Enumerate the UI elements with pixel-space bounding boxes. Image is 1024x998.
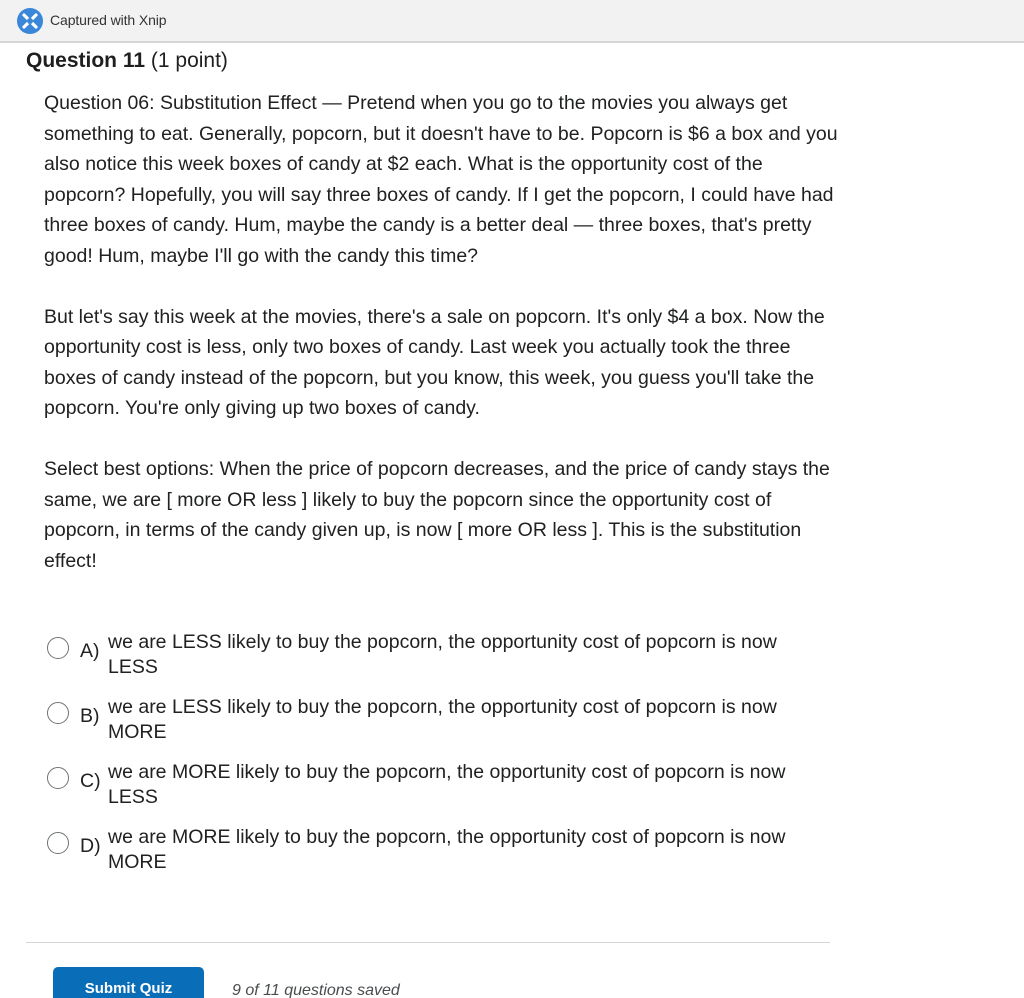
question-number: Question 11 <box>26 49 146 72</box>
option-b[interactable] <box>46 695 826 760</box>
question-points: (1 point) <box>150 49 228 72</box>
answer-options <box>46 630 826 890</box>
xnip-logo-icon <box>17 8 43 34</box>
option-letter: B) <box>80 705 100 727</box>
question-paragraph: Select best options: When the price of popcorn decreases, and the price of candy stays the same, we are [ more OR less ] likely to buy the popcorn since the opportunity cost of popcorn, in terms of the candy given up, is now [ more OR less ]. This is the substitution effect! <box>44 458 830 572</box>
option-text: we are LESS likely to buy the popcorn, the opportunity cost of popcorn is now MORE <box>108 696 777 743</box>
question-text <box>44 88 844 576</box>
radio-button-a[interactable] <box>47 637 69 659</box>
radio-button-c[interactable] <box>47 767 69 789</box>
footer-divider <box>26 942 830 943</box>
option-text: we are MORE likely to buy the popcorn, the opportunity cost of popcorn is now LESS <box>108 761 786 808</box>
capture-label: Captured with Xnip <box>50 12 167 28</box>
saved-status: 9 of 11 questions saved <box>232 982 400 998</box>
submit-quiz-button[interactable]: Submit Quiz <box>53 967 204 998</box>
question-paragraph: But let's say this week at the movies, there's a sale on popcorn. It's only $4 a box. Now the opportunity cost is less, only two boxes of candy. Last week you actually took the three boxes of candy instead of the popcorn, but you know, this week, you guess you'll take the popcorn. You're only giving up two boxes of candy. <box>44 305 825 419</box>
option-text: we are MORE likely to buy the popcorn, the opportunity cost of popcorn is now MORE <box>108 826 786 873</box>
question-header <box>26 49 228 73</box>
option-letter: C) <box>80 770 101 792</box>
option-letter: A) <box>80 640 100 662</box>
option-c[interactable] <box>46 760 826 825</box>
option-d[interactable] <box>46 825 826 890</box>
radio-button-b[interactable] <box>47 702 69 724</box>
option-text: we are LESS likely to buy the popcorn, the opportunity cost of popcorn is now LESS <box>108 631 777 678</box>
option-a[interactable] <box>46 630 826 695</box>
question-paragraph: Question 06: Substitution Effect — Pretend when you go to the movies you always get something to eat. Generally, popcorn, but it doesn't have to be. Popcorn is $6 a box and you also notice this week boxes of candy at $2 each. What is the opportunity cost of the popcorn? Hopefully, you will say three boxes of candy. If I get the popcorn, I could have had three boxes of candy. Hum, maybe the candy is a better deal — three boxes, that's pretty good! Hum, maybe I'll go with the candy this time? <box>44 92 838 267</box>
option-letter: D) <box>80 835 101 857</box>
capture-bar <box>0 0 1024 43</box>
radio-button-d[interactable] <box>47 832 69 854</box>
